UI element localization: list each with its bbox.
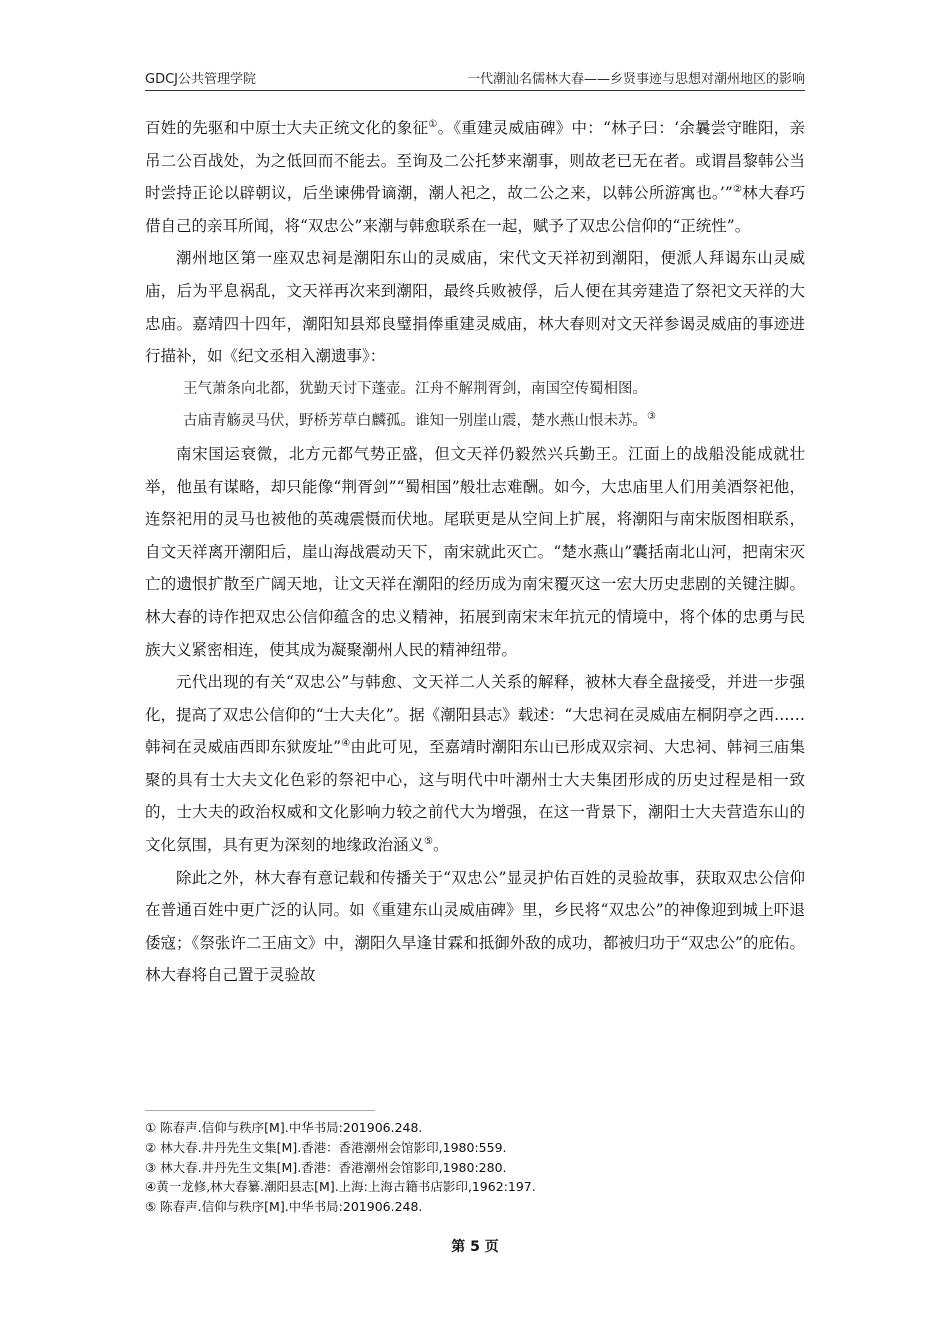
text-run: 元代出现的有关“双忠公”与韩愈、文天祥二人关系的解释，被林大春全盘接受，并进一步强化，提高了双忠公信仰的“士大夫化”。据《潮阳县志》载述：“大忠祠在灵威庙左桐阴亭之西……韩祠在灵威庙西即东狱废址” (145, 673, 805, 757)
paragraph-4 (145, 666, 805, 862)
text-run: 南宋国运衰微，北方元都气势正盛，但文天祥仍毅然兴兵勤王。江面上的战船没能成就壮举，他虽有谋略，却只能像“荆胥剑”“蜀相国”般壮志难酬。如今，大忠庙里人们用美酒祭祀他，连祭祀用的灵马也被他的英魂震慑而伏地。尾联更是从空间上扩展，将潮阳与南宋版图相联系，自文天祥离开潮阳后，崖山海战震动天下，南宋就此灭亡。“楚水燕山”囊括南北山河，把南宋灭亡的遗恨扩散至广阔天地，让文天祥在潮阳的经历成为南宋覆灭这一宏大历史悲剧的关键注脚。林大春的诗作把双忠公信仰蕴含的忠义精神，拓展到南宋末年抗元的情境中，将个体的忠勇与民族大义紧密相连，使其成为凝聚潮州人民的精神纽带。 (145, 444, 805, 659)
footnote-divider (145, 1110, 375, 1111)
text-run: 。《重建灵威庙碑》中：“林子曰：‘余曩尝守睢阳，亲吊二公百战处，为之低回而不能去。至询及二公托梦来潮事，则故老已无在者。或谓昌黎韩公当时尝持正论以辟朝议，后坐谏佛骨谪潮，潮人祀之，故二公之来，以韩公所游寓也。’” (145, 119, 805, 203)
footnote-5: ⑤ 陈春声.信仰与秩序[M].中华书局:201906.248. (145, 1199, 423, 1215)
poem-line-2 (145, 405, 805, 438)
paragraph-2 (145, 242, 805, 372)
page-header (145, 68, 805, 92)
footnotes (145, 1118, 805, 1217)
text-run: 潮州地区第一座双忠祠是潮阳东山的灵威庙，宋代文天祥初到潮阳，便派人拜谒东山灵威庙，后为平息祸乱，文天祥再次来到潮阳，最终兵败被俘，后人便在其旁建造了祭祀文天祥的大忠庙。嘉靖四十四年，潮阳知县郑良璧捐俸重建灵威庙，林大春则对文天祥参谒灵威庙的事迹进行描补，如《纪文丞相入潮遗事》： (145, 249, 805, 366)
footnote-2: ② 林大春.井丹先生文集[M].香港：香港潮州会馆影印,1980:559. (145, 1139, 507, 1155)
header-institution: GDCJ公共管理学院 (145, 72, 256, 87)
paragraph-3 (145, 438, 805, 666)
header-divider (145, 90, 805, 91)
footnote-ref-2: ② (732, 184, 743, 196)
text-run: 林大春巧借自己的亲耳所闻，将“双忠公”来潮与韩愈联系在一起，赋予了双忠公信仰的“正统性”。 (145, 184, 805, 235)
text-run: 百姓的先驱和中原士大夫正统文化的象征 (145, 119, 429, 137)
footnote-ref-3: ③ (647, 411, 656, 423)
text-run: 除此之外，林大春有意记载和传播关于“双忠公”显灵护佑百姓的灵验故事，获取双忠公信仰在普通百姓中更广泛的认同。如《重建东山灵威庙碑》里，乡民将“双忠公”的神像迎到城上吓退倭寇；《祭张许二王庙文》中，潮阳久旱逢甘霖和抵御外敌的成功，都被归功于“双忠公”的庇佑。林大春将自己置于灵验故 (145, 868, 805, 985)
poem-text: 王气萧条向北都，犹勤天讨下蓬壶。江舟不解荆胥剑，南国空传蜀相图。 (183, 380, 647, 397)
poem-line-1 (145, 373, 805, 406)
footnote-ref-1: ① (428, 118, 438, 130)
footnote-3: ③ 林大春.井丹先生文集[M].香港：香港潮州会馆影印,1980:280. (145, 1159, 507, 1175)
header-title: 一代潮汕名儒林大春——乡贤事迹与思想对潮州地区的影响 (466, 72, 805, 87)
paragraph-1 (145, 112, 805, 242)
page-number: 第 5 页 (451, 1239, 499, 1255)
footnote-4: ④黄一龙修,林大春纂.潮阳县志[M].上海:上海古籍书店影印,1962:197. (145, 1179, 536, 1195)
text-run: 由此可见，至嘉靖时潮阳东山已形成双宗祠、大忠祠、韩祠三庙集聚的具有士大夫文化色彩的祭祀中心，这与明代中叶潮州士大夫集团形成的历史过程是相一致的，士大夫的政治权威和文化影响力较之前代大为增强，在这一背景下，潮阳士大夫营造东山的文化氛围，具有更为深刻的地缘政治涵义 (145, 738, 805, 855)
text-run: 。 (432, 836, 449, 855)
footnote-1: ① 陈春声.信仰与秩序[M].中华书局:201906.248. (145, 1120, 423, 1135)
body-text (145, 112, 805, 992)
poem-text: 古庙青觞灵马伏，野桥芳草白麟孤。谁知一别崖山震，楚水燕山恨未苏。 (183, 413, 647, 430)
footnote-ref-5: ⑤ (424, 835, 433, 847)
footnote-ref-4: ④ (341, 738, 351, 750)
paragraph-5 (145, 862, 805, 992)
